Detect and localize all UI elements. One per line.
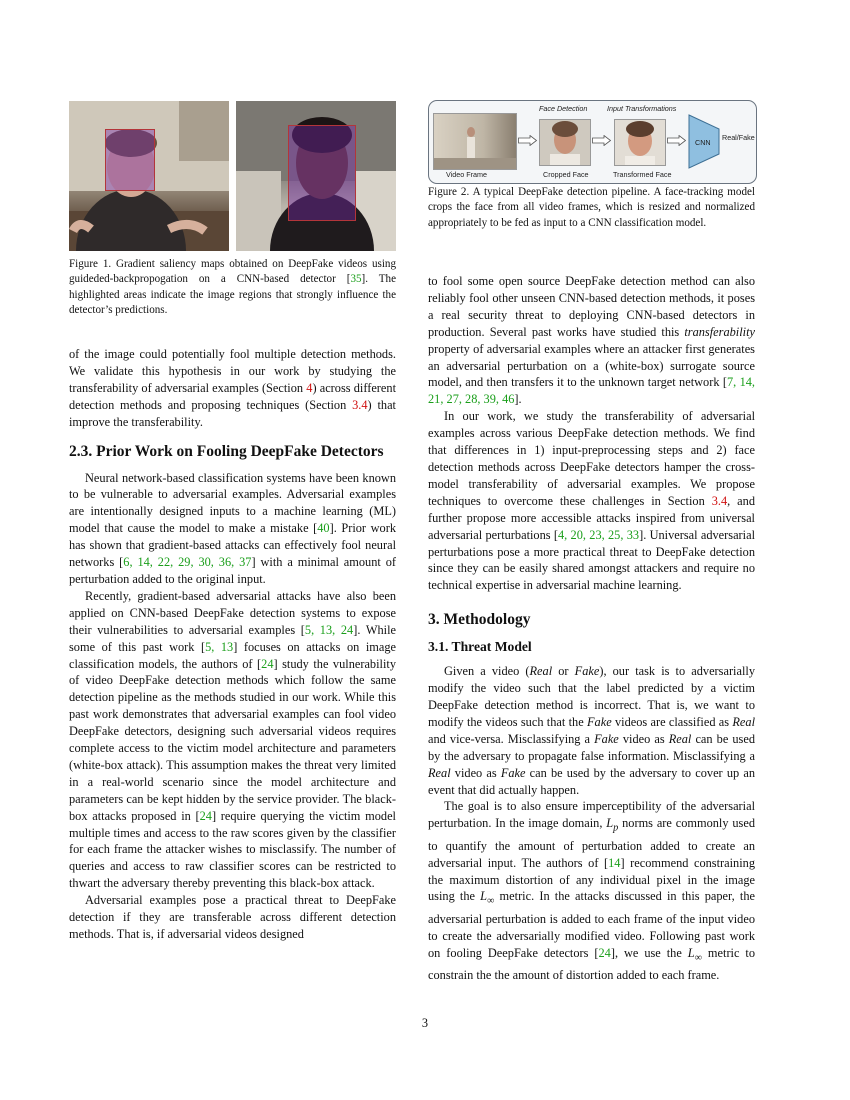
figure-1-caption: Figure 1. Gradient saliency maps obtained on DeepFake videos using guideded-backpropogation on a CNN-based detector [35]. The highlighted areas indicate the image regions that strongly influence the detector’s predictions.: [69, 258, 396, 317]
saliency-box-right: [288, 125, 356, 221]
cropped-face-label: Cropped Face: [543, 170, 589, 179]
input-transformations-label: Input Transformations: [607, 104, 677, 113]
right-column: [428, 273, 755, 984]
video-frame-label: Video Frame: [446, 170, 488, 179]
face-detection-label: Face Detection: [539, 104, 588, 113]
citation-link[interactable]: 5, 13, 24: [304, 622, 354, 637]
math-lp: L: [606, 816, 614, 831]
citation-link[interactable]: 24: [598, 945, 611, 960]
figure-2-caption: Figure 2. A typical DeepFake detection pipeline. A face-tracking model crops the face from all video frames, which is resized and normalized appropriately to be fed as input to a CNN classification model.: [428, 186, 756, 229]
citation-link[interactable]: 6, 14, 22, 29, 30, 36, 37: [123, 555, 252, 570]
saliency-box-left: [105, 129, 155, 191]
caption-label: Figure 2.: [428, 186, 470, 198]
math-linf: L: [480, 889, 488, 904]
caption-label: Figure 1.: [69, 258, 112, 270]
section-heading: 3. Methodology: [428, 611, 531, 629]
paragraph: Adversarial examples pose a practical threat to DeepFake detection if they are transferable across different detection methods. That is, if adversarial videos designed: [69, 893, 396, 941]
paragraph: In our work, we study the transferability of adversarial examples across various DeepFake detection methods. We find that differences in 1) input-preprocessing steps and 2) face detection methods across DeepFake detectors hamper the cross-model transferability of adversarial examples. We propose techniques to overcome these challenges in Section 3.4, and further propose more accessible attacks inspired from universal adversarial perturbations [4, 20, 23, 25, 33]. Universal adversarial perturbations pose a more practical threat to DeepFake detection since they can be easily shared amongst attackers and require no technical expertise in adversarial machine learning.: [428, 409, 756, 593]
section-link[interactable]: 4: [306, 380, 313, 395]
video-frame-thumbnail: [433, 113, 517, 170]
section-link[interactable]: 3.4: [711, 493, 728, 508]
transformed-face-label: Transformed Face: [613, 170, 672, 179]
citation-link[interactable]: 7, 14, 21, 27, 28, 39, 46: [428, 375, 755, 407]
paragraph: Neural network-based classification systems have been known to be vulnerable to adversarial examples. Adversarial examples are intentionally designed inputs to a machine learning (ML) model that cause the model to make a mistake [40]. Prior work has shown that gradient-based attacks can effectively fool neural networks [6, 14, 22, 29, 30, 36, 37] with a minimal amount of perturbation added to the original input.: [69, 470, 397, 586]
paragraph: of the image could potentially fool multiple detection methods. We validate this hypothesis in our work by studying the transferability of adversarial examples (Section 4) across different detection methods and proposing techniques (Section 3.4) that improve the transferability.: [69, 347, 397, 429]
cnn-label: CNN: [695, 138, 711, 147]
arrow-right-icon: [518, 135, 537, 146]
section-heading: 2.3. Prior Work on Fooling DeepFake Detectors: [69, 442, 384, 460]
left-column: [69, 346, 396, 943]
citation-link[interactable]: 24: [261, 656, 274, 671]
citation-link[interactable]: 24: [199, 808, 212, 823]
real-fake-label: Real/Fake: [722, 133, 755, 142]
arrow-right-icon: [667, 135, 686, 146]
citation-link[interactable]: 4, 20, 23, 25, 33: [557, 527, 640, 542]
transformed-face-thumbnail: [614, 119, 666, 166]
subsection-heading: 3.1. Threat Model: [428, 639, 532, 655]
page-number: 3: [421, 1016, 429, 1030]
paragraph: to fool some open source DeepFake detection method can also reliably fool other unseen CNN-based detection methods, it poses a real security threat to deploying CNN-based detectors in production. Several past works have studied this transferability property of adversarial examples where an attacker first generates an adversarial perturbation on a (white-box) surrogate source model, and then transfers it to the unknown target network [7, 14, 21, 27, 28, 39, 46].: [428, 274, 755, 407]
citation-link[interactable]: 14: [608, 855, 621, 870]
saliency-image-right: [236, 101, 396, 251]
saliency-image-left: [69, 101, 229, 251]
section-link[interactable]: 3.4: [352, 397, 368, 412]
figure-2-pipeline-diagram: [428, 100, 757, 184]
citation-link[interactable]: 40: [317, 521, 330, 536]
math-linf: L: [687, 945, 695, 960]
paragraph: Given a video (Real or Fake), our task is to adversarially modify the video such that the label predicted by a victim DeepFake detection method is incorrect. That is, we want to modify the videos such that the Fake videos are classified as Real and vice-versa. Misclassifying a Fake video as Real can be used by the adversary to propagate false information. Misclassifying a Real video as Fake can be used by the adversary to cover up an event that did actually happen.: [428, 664, 755, 797]
cropped-face-thumbnail: [539, 119, 591, 166]
arrow-right-icon: [592, 135, 611, 146]
paragraph: The goal is to also ensure imperceptibility of the adversarial perturbation. In the image domain, $L_p$ norms are commonly used to quantify the amount of perturbation added to create an adversarial input. The authors of [14] recommend constraining the maximum distortion of any individual pixel in the image using the $L_\infty$ metric. In the attacks discussed in this paper, the adversarial perturbation is added to each frame of the input video to create the adversarially modified video. Following past work on fooling DeepFake detectors [24], we use the $L_\infty$ metric to constrain the the amount of distortion added to each frame.: [428, 799, 756, 983]
citation-link[interactable]: 35: [350, 273, 362, 286]
citation-link[interactable]: 5, 13: [205, 639, 234, 654]
paragraph: Recently, gradient-based adversarial attacks have also been applied on CNN-based DeepFake detection systems to expose their vulnerabilities to adversarial examples [5, 13, 24]. While some of this past work [5, 13] focuses on attacks on image classification models, the authors of [24] study the vulnerability of video DeepFake detection methods which follow the same detection pipeline as the methods studied in our work. While this past work demonstrates that adversarial examples can fool video DeepFake detectors, designing such adversarial videos requires complete access to the victim model architecture and parameters (white-box attack). This assumption makes the threat very limited in a real-world scenario since the model architecture and parameters can be kept hidden by the service provider. The black-box attacks proposed in [24] require querying the victim model multiple times and access to the raw scores given by the classifier for each frame the attacker wishes to misclassify. The number of queries and access to raw classifier scores can be restricted to thwart the adversary thereby preventing this black-box attack.: [69, 588, 397, 891]
